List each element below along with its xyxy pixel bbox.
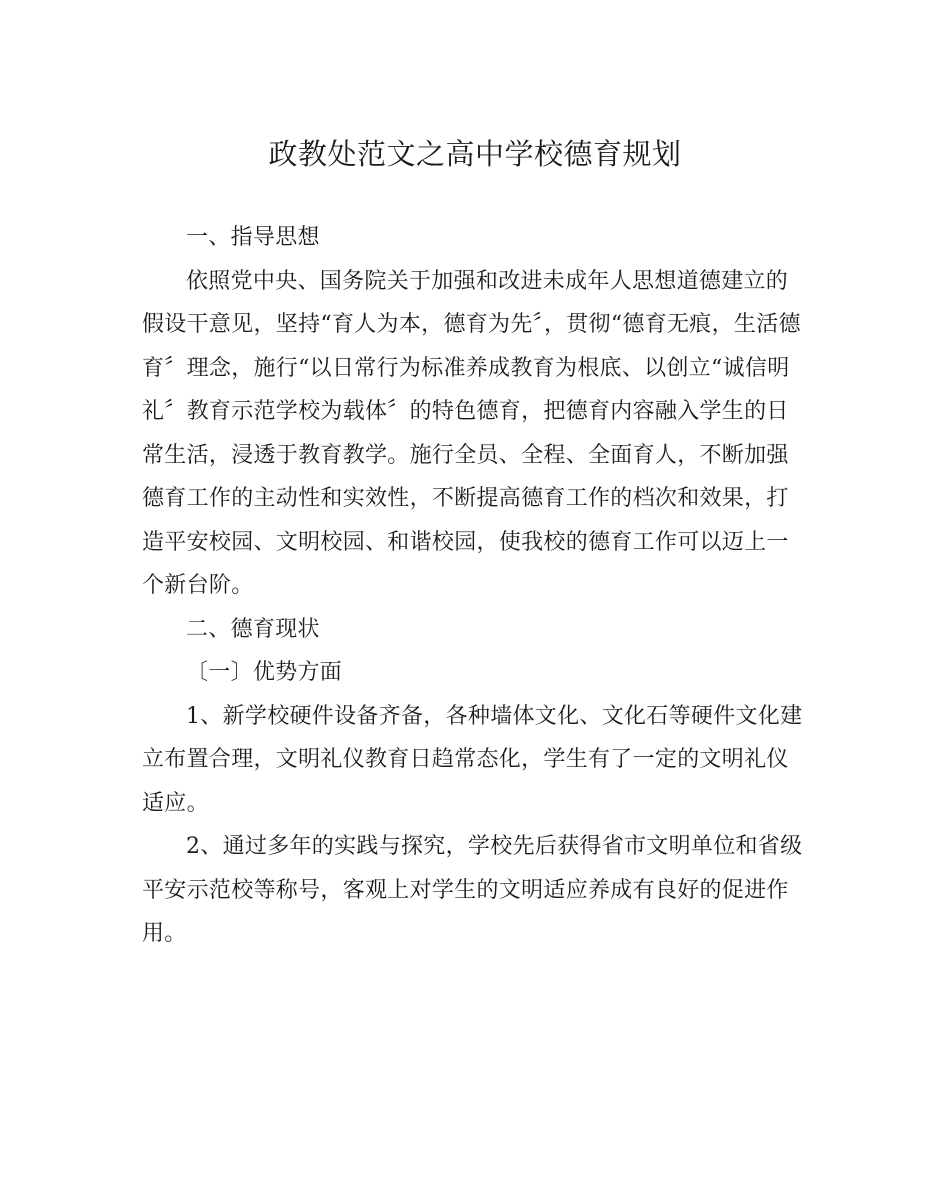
- paragraph-guiding-thought: 依照党中央、国务院关于加强和改进未成年人思想道德建立的假设干意见，坚持“育人为本，德育为先〞，贯彻“德育无痕，生活德育〞理念，施行“以日常行为标准养成教育为根底、以创立“诚信明礼〞教育示范学校为载体〞的特色德育，把德育内容融入学生的日常生活，浸透于教育教学。施行全员、全程、全面育人，不断加强德育工作的主动性和实效性，不断提高德育工作的档次和效果，打造平安校园、文明校园、和谐校园，使我校的德育工作可以迈上一个新台阶。: [142, 268, 801, 598]
- document-body: [142, 216, 807, 956]
- paragraph-advantage-1: 1、新学校硬件设备齐备，各种墙体文化、文化石等硬件文化建立布置合理，文明礼仪教育日趋常态化，学生有了一定的文明礼仪适应。: [142, 703, 803, 816]
- paragraph-advantage-2: 2、通过多年的实践与探究，学校先后获得省市文明单位和省级平安示范校等称号，客观上对学生的文明适应养成有良好的促进作用。: [142, 834, 803, 946]
- document-title: 政教处范文之高中学校德育规划: [268, 137, 682, 171]
- section-heading-guiding-thought: 一、指导思想: [186, 225, 320, 250]
- subsection-heading-advantages: 〔一〕优势方面: [186, 660, 343, 685]
- section-heading-moral-status: 二、德育现状: [186, 616, 320, 642]
